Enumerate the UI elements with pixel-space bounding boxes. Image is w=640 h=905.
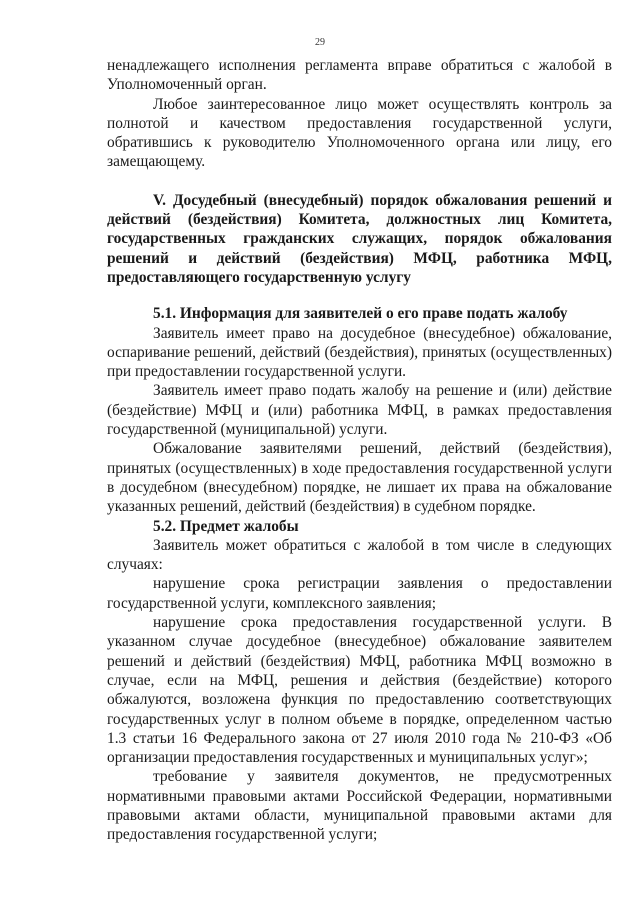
paragraph: Заявитель имеет право подать жалобу на решение и (или) действие (бездействие) МФЦ и (или) работника МФЦ, в рамках предоставления государственной (муниципальной) услуги. (107, 382, 612, 439)
list-item: требование у заявителя документов, не предусмотренных нормативными правовыми актами Российской Федерации, нормативными правовыми актами области, муниципальной правовыми актами для предоставления государственной услуги; (107, 768, 612, 844)
paragraph: ненадлежащего исполнения регламента вправе обратиться с жалобой в Уполномоченный орган. (107, 57, 612, 94)
list-item: нарушение срока предоставления государственной услуги. В указанном случае досудебное (внесудебное) обжалование заявителем решений и действий (бездействия) МФЦ, работника МФЦ возможно в случае, если на МФЦ, решения и действия (бездействие) которого обжалуются, возложена функция по предоставлению соответствующих государственных услуг в полном объеме в порядке, определенном частью 1.3 статьи 16 Федерального закона от 27 июля 2010 года № 210-ФЗ «Об организации предоставления государственных и муниципальных услуг»; (107, 614, 612, 767)
subsection-title: 5.1. Информация для заявителей о его праве подать жалобу (153, 305, 568, 323)
section-title: V. Досудебный (внесудебный) порядок обжалования решений и действий (бездействия) Комитета, должностных лиц Комитета, государственных гражданских служащих, порядок обжалования решений и действий (бездействия) МФЦ, работника МФЦ, предоставляющего государственную услугу (107, 191, 612, 286)
paragraph: Заявитель может обратиться с жалобой в том числе в следующих случаях: (107, 536, 612, 574)
list-item: нарушение срока регистрации заявления о предоставлении государственной услуги, комплексного заявления; (107, 575, 612, 612)
paragraph: Заявитель имеет право на досудебное (внесудебное) обжалование, оспаривание решений, действий (бездействия), принятых (осуществленных) при предоставлении государственной услуги. (107, 324, 612, 381)
paragraph: Любое заинтересованное лицо может осуществлять контроль за полнотой и качеством предоставления государственной услуги, обратившись к руководителю Уполномоченного органа или лицу, его замещающему. (107, 95, 612, 171)
subsection-title: 5.2. Предмет жалобы (153, 517, 299, 535)
paragraph: Обжалование заявителями решений, действий (бездействия), принятых (осуществленных) в ходе предоставления государственной услуги в досудебном (внесудебном) порядке, не лишает их права на обжалование указанных решений, действий (бездействия) в судебном порядке. (107, 440, 612, 516)
page-number: 29 (315, 37, 325, 48)
page-body (107, 56, 612, 845)
